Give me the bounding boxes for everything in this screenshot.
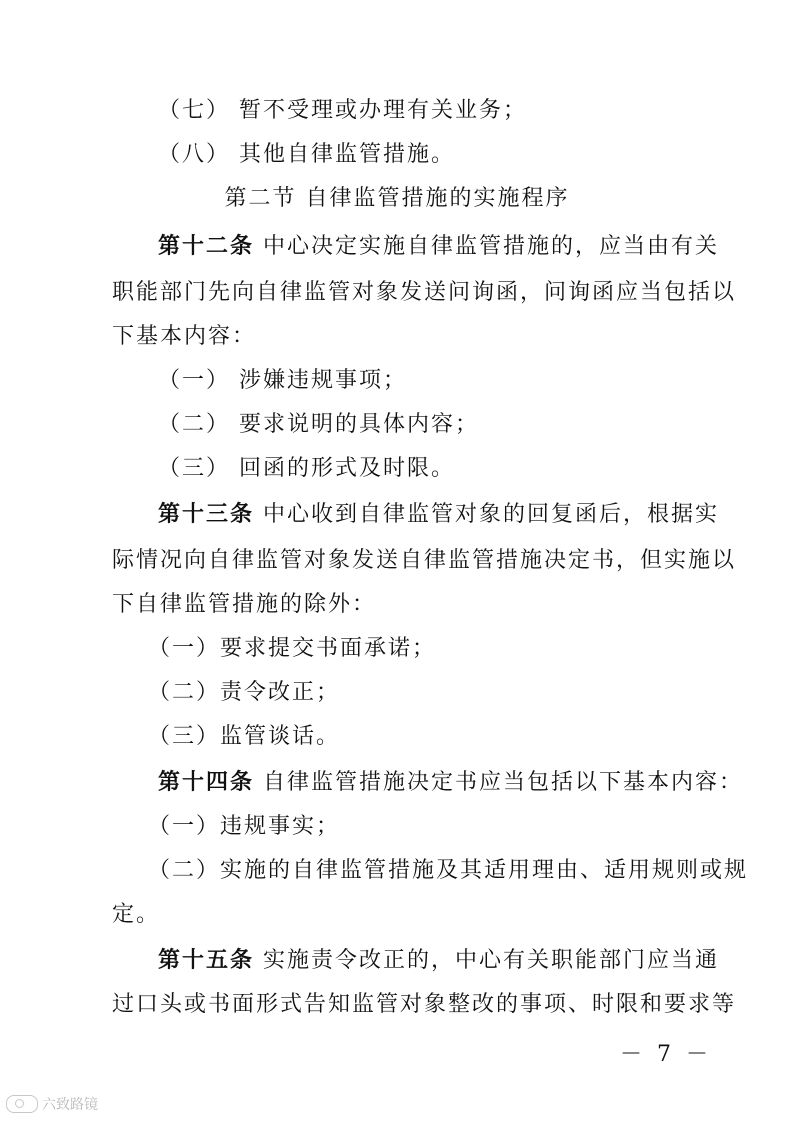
- article-13-line-1: [158, 500, 719, 530]
- article-13-text-1: 中心收到自律监管对象的回复函后，根据实: [263, 502, 720, 527]
- article-12-item-2: （二） 要求说明的具体内容；: [158, 412, 479, 437]
- article-12-line-1: [158, 232, 719, 262]
- article-12-item-3: （三） 回函的形式及时限。: [158, 456, 455, 481]
- item-eight: （八） 其他自律监管措施。: [158, 142, 455, 167]
- article-14-tail: 定。: [112, 902, 161, 927]
- article-13-line-2: 际情况向自律监管对象发送自律监管措施决定书，但实施以: [112, 548, 737, 573]
- article-15-label: 第十五条: [158, 948, 255, 973]
- page-number: － 7 －: [620, 1042, 712, 1067]
- article-15-text-1: 实施责令改正的，中心有关职能部门应当通: [263, 948, 720, 973]
- article-14-line-1: [158, 768, 743, 798]
- article-12-line-3: 下基本内容：: [112, 324, 257, 349]
- article-13-item-1: （一）要求提交书面承诺；: [148, 636, 437, 661]
- article-15-line-1: [158, 946, 719, 976]
- article-12-label: 第十二条: [158, 234, 255, 259]
- article-12-line-2: 职能部门先向自律监管对象发送问询函，问询函应当包括以: [112, 280, 737, 305]
- article-12-item-1: （一） 涉嫌违规事项；: [158, 368, 407, 393]
- article-15-line-2: 过口头或书面形式告知监管对象整改的事项、时限和要求等: [112, 992, 737, 1017]
- article-14-item-2: （二）实施的自律监管措施及其适用理由、适用规则或规: [148, 858, 749, 883]
- article-14-label: 第十四条: [158, 770, 255, 795]
- watermark-logo-icon: [6, 1095, 38, 1113]
- watermark: [6, 1094, 98, 1114]
- article-14-text-1: 自律监管措施决定书应当包括以下基本内容：: [263, 770, 744, 795]
- watermark-text: 六致路镜: [42, 1097, 98, 1113]
- article-13-item-3: （三）监管谈话。: [148, 724, 341, 749]
- article-12-text-1: 中心决定实施自律监管措施的，应当由有关: [263, 234, 720, 259]
- article-13-label: 第十三条: [158, 502, 255, 527]
- article-13-item-2: （二）责令改正；: [148, 680, 341, 705]
- section-heading: 第二节 自律监管措施的实施程序: [224, 186, 570, 211]
- article-13-line-3: 下自律监管措施的除外：: [112, 592, 377, 617]
- item-seven: （七） 暂不受理或办理有关业务；: [158, 98, 527, 123]
- article-14-item-1: （一）违规事实；: [148, 814, 341, 839]
